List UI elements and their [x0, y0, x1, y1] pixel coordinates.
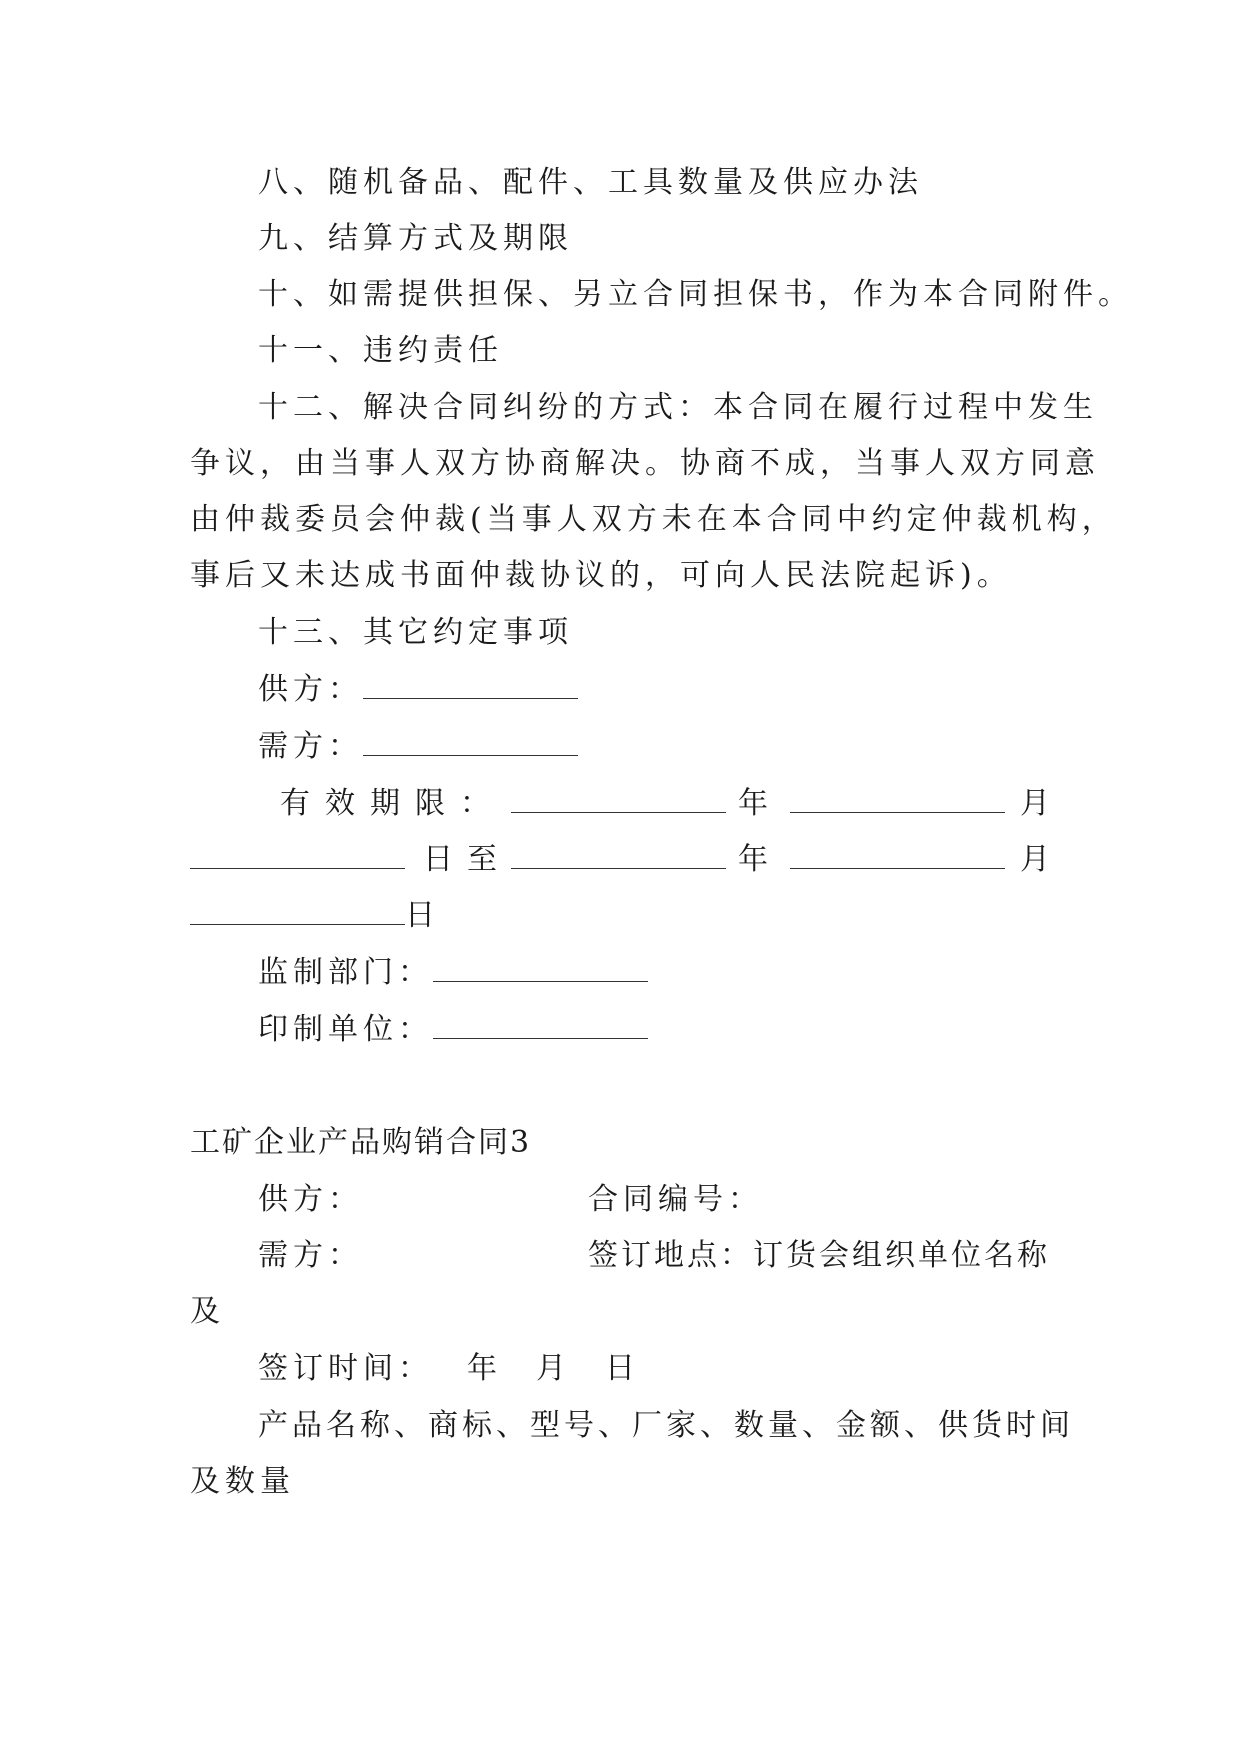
- clause-8: 八、随机备品、配件、工具数量及供应办法: [258, 165, 923, 200]
- supplier-label: 供方：: [258, 672, 363, 707]
- supervisor-label: 监制部门：: [258, 955, 433, 990]
- clause-12-line-4: 事后又未达成书面仲裁协议的，可向人民法院起诉)。: [190, 558, 1012, 593]
- buyer-label: 需方：: [258, 729, 363, 764]
- sign-place-continuation: 及: [190, 1294, 225, 1329]
- product-line-1: 产品名称、商标、型号、厂家、数量、金额、供货时间: [258, 1408, 1074, 1443]
- validity-label: 有效期限：: [280, 786, 505, 821]
- printer-label: 印制单位：: [258, 1012, 433, 1047]
- validity-start-day-blank[interactable]: [190, 840, 405, 880]
- supplier-contractno-line: [258, 1180, 1118, 1220]
- sign-time-day: 日: [605, 1351, 640, 1386]
- clause-10: 十、如需提供担保、另立合同担保书，作为本合同附件。: [258, 277, 1133, 312]
- validity-line-2: [190, 840, 1055, 880]
- validity-month-2: 月: [1020, 842, 1055, 877]
- clause-12-line-3: 由仲裁委员会仲裁(当事人双方未在本合同中约定仲裁机构，: [190, 502, 1117, 537]
- supplier-blank[interactable]: [363, 672, 578, 699]
- contract-no-label: 合同编号：: [588, 1182, 763, 1217]
- clause-12-line-1: 十二、解决合同纠纷的方式：本合同在履行过程中发生: [258, 390, 1098, 425]
- clause-12-line-2: 争议，由当事人双方协商解决。协商不成，当事人双方同意: [190, 446, 1100, 481]
- supplier-label-2: 供方：: [258, 1182, 363, 1217]
- validity-line-1: [280, 784, 1055, 824]
- validity-day-to: 日至: [423, 842, 511, 877]
- validity-year-2: 年: [738, 842, 773, 877]
- sign-time-year: 年: [467, 1351, 502, 1386]
- sign-time-month: 月: [536, 1351, 571, 1386]
- validity-line-3: [190, 896, 1050, 936]
- printer-line: [258, 1010, 1118, 1050]
- clause-13: 十三、其它约定事项: [258, 615, 573, 650]
- supplier-line: [258, 670, 1118, 710]
- contract-title: 工矿企业产品购销合同3: [190, 1125, 532, 1160]
- buyer-line: [258, 727, 1118, 767]
- printer-blank[interactable]: [433, 1012, 648, 1039]
- buyer-signplace-line: [258, 1236, 1118, 1276]
- validity-start-year-blank[interactable]: [511, 784, 726, 824]
- validity-year-1: 年: [738, 786, 773, 821]
- clause-9: 九、结算方式及期限: [258, 221, 573, 256]
- buyer-label-2: 需方：: [258, 1238, 363, 1273]
- validity-start-month-blank[interactable]: [790, 784, 1005, 824]
- supervisor-blank[interactable]: [433, 955, 648, 982]
- validity-end-day-blank[interactable]: [190, 898, 405, 925]
- validity-end-year-blank[interactable]: [511, 840, 726, 880]
- buyer-blank[interactable]: [363, 729, 578, 756]
- sign-time-label: 签订时间：: [258, 1351, 433, 1386]
- sign-place-label: 签订地点：订货会组织单位名称: [588, 1238, 1050, 1273]
- validity-end-month-blank[interactable]: [790, 840, 1005, 880]
- sign-time-line: [258, 1349, 1118, 1389]
- validity-day: 日: [405, 898, 435, 933]
- validity-month-1: 月: [1020, 786, 1055, 821]
- supervisor-line: [258, 953, 1118, 993]
- product-line-2: 及数量: [190, 1464, 295, 1499]
- clause-11: 十一、违约责任: [258, 333, 503, 368]
